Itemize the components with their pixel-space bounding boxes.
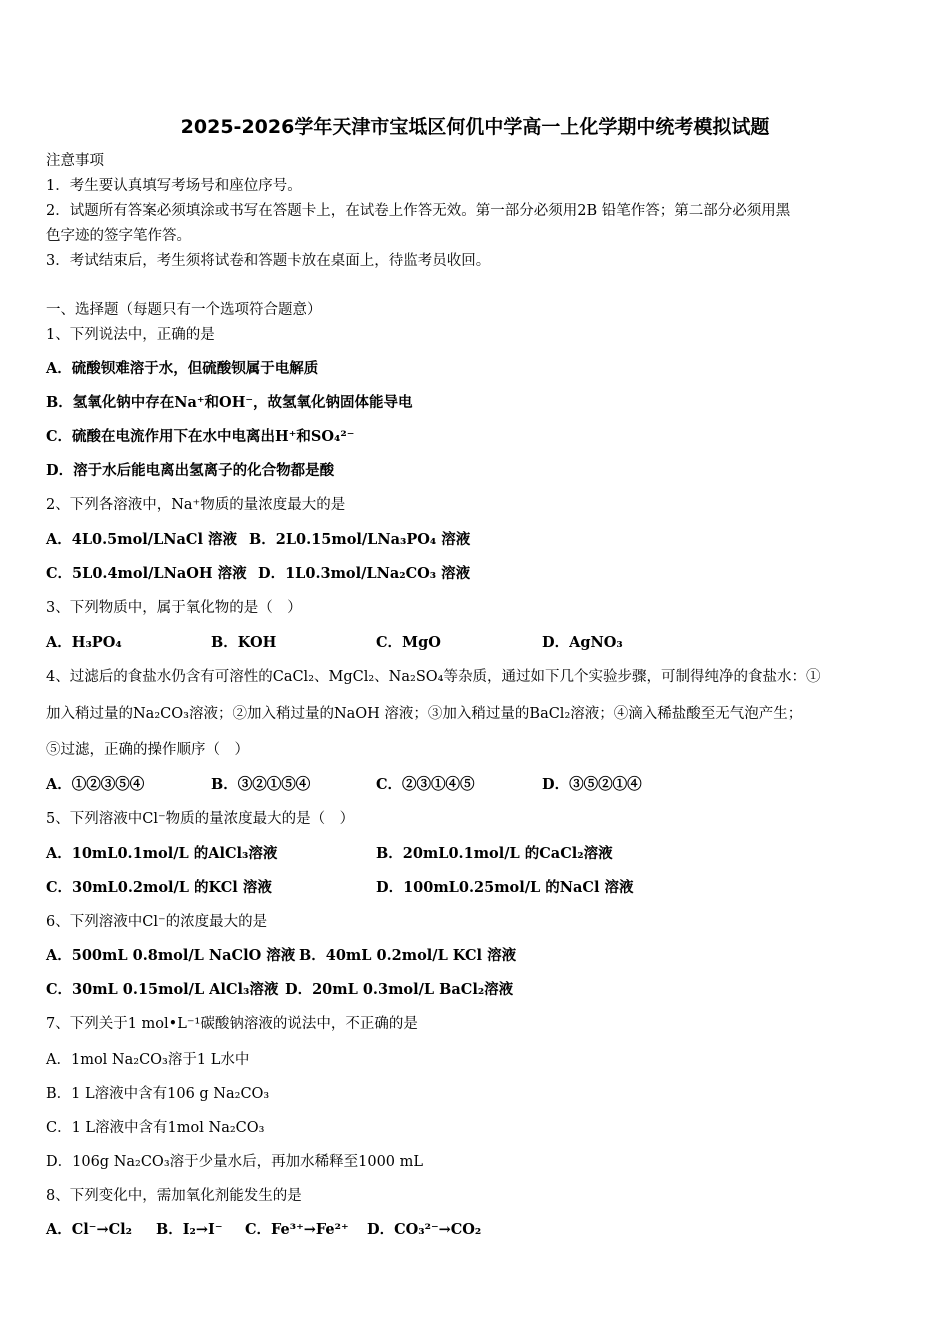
q3-option-c: C．MgO: [376, 634, 441, 651]
q1-option-d: D．溶于水后能电离出氢离子的化合物都是酸: [46, 462, 335, 479]
q4-stem-line2: 加入稍过量的Na₂CO₃溶液；②加入稍过量的NaOH 溶液；③加入稍过量的BaCl₂溶液；④滴入稀盐酸至无气泡产生；: [46, 706, 803, 722]
section-heading: 一、选择题（每题只有一个选项符合题意）: [46, 302, 322, 318]
notice-item-2-cont: 色字迹的签字笔作答。: [46, 228, 191, 244]
q3-option-b: B．KOH: [211, 634, 277, 651]
q1-option-b: B．氢氧化钠中存在Na⁺和OH⁻，故氢氧化钠固体能导电: [46, 394, 413, 411]
notice-heading: 注意事项: [46, 153, 104, 169]
q8-option-d: D．CO₃²⁻→CO₂: [367, 1221, 482, 1238]
q8-stem: 8、下列变化中，需加氧化剂能发生的是: [46, 1188, 302, 1204]
q4-option-a: A．①②③⑤④: [46, 776, 145, 793]
q2-option-d: D．1L0.3mol/LNa₂CO₃ 溶液: [258, 565, 471, 582]
q5-stem: 5、下列溶液中Cl⁻物质的量浓度最大的是（ ）: [46, 811, 355, 827]
q2-option-c: C．5L0.4mol/LNaOH 溶液: [46, 565, 247, 582]
q7-stem: 7、下列关于1 mol•L⁻¹碳酸钠溶液的说法中，不正确的是: [46, 1016, 418, 1032]
q7-option-a: A．1mol Na₂CO₃溶于1 L水中: [46, 1052, 250, 1068]
q5-option-c: C．30mL0.2mol/L 的KCl 溶液: [46, 879, 272, 896]
q1-option-c: C．硫酸在电流作用下在水中电离出H⁺和SO₄²⁻: [46, 428, 355, 445]
q3-option-a: A．H₃PO₄: [46, 634, 122, 651]
notice-item-1: 1．考生要认真填写考场号和座位序号。: [46, 178, 302, 194]
q1-stem: 1、下列说法中，正确的是: [46, 327, 215, 343]
q5-option-b: B．20mL0.1mol/L 的CaCl₂溶液: [376, 845, 613, 862]
q7-option-c: C．1 L溶液中含有1mol Na₂CO₃: [46, 1120, 265, 1136]
q2-stem: 2、下列各溶液中，Na⁺物质的量浓度最大的是: [46, 497, 346, 513]
q8-option-c: C．Fe³⁺→Fe²⁺: [245, 1221, 349, 1238]
q7-option-b: B．1 L溶液中含有106 g Na₂CO₃: [46, 1086, 270, 1102]
q3-stem: 3、下列物质中，属于氧化物的是（ ）: [46, 600, 302, 616]
q5-option-d: D．100mL0.25mol/L 的NaCl 溶液: [376, 879, 634, 896]
page-title: 2025-2026学年天津市宝坻区何仉中学高一上化学期中统考模拟试题: [180, 116, 770, 138]
q5-option-a: A．10mL0.1mol/L 的AlCl₃溶液: [46, 845, 278, 862]
q4-stem-line1: 4、过滤后的食盐水仍含有可溶性的CaCl₂、MgCl₂、Na₂SO₄等杂质，通过如下几个实验步骤，可制得纯净的食盐水：①: [46, 669, 821, 685]
notice-item-2: 2．试题所有答案必须填涂或书写在答题卡上，在试卷上作答无效。第一部分必须用2B 铅笔作答；第二部分必须用黑: [46, 203, 791, 219]
q1-option-a: A．硫酸钡难溶于水，但硫酸钡属于电解质: [46, 360, 319, 377]
q4-option-c: C．②③①④⑤: [376, 776, 475, 793]
q6-option-c: C．30mL 0.15mol/L AlCl₃溶液: [46, 981, 279, 998]
q8-option-b: B．I₂→I⁻: [156, 1221, 223, 1238]
q2-option-a: A．4L0.5mol/LNaCl 溶液: [46, 531, 238, 548]
q2-option-b: B．2L0.15mol/LNa₃PO₄ 溶液: [249, 531, 471, 548]
q4-option-b: B．③②①⑤④: [211, 776, 311, 793]
notice-item-3: 3．考试结束后，考生须将试卷和答题卡放在桌面上，待监考员收回。: [46, 253, 491, 269]
q4-stem-line3: ⑤过滤，正确的操作顺序（ ）: [46, 742, 249, 758]
q3-option-d: D．AgNO₃: [542, 634, 623, 651]
q4-option-d: D．③⑤②①④: [542, 776, 642, 793]
q6-stem: 6、下列溶液中Cl⁻的浓度最大的是: [46, 914, 268, 930]
q8-option-a: A．Cl⁻→Cl₂: [46, 1221, 133, 1238]
q6-option-b: B．40mL 0.2mol/L KCl 溶液: [299, 947, 517, 964]
q6-option-d: D．20mL 0.3mol/L BaCl₂溶液: [285, 981, 514, 998]
q6-option-a: A．500mL 0.8mol/L NaClO 溶液: [46, 947, 296, 964]
q7-option-d: D．106g Na₂CO₃溶于少量水后，再加水稀释至1000 mL: [46, 1154, 424, 1170]
